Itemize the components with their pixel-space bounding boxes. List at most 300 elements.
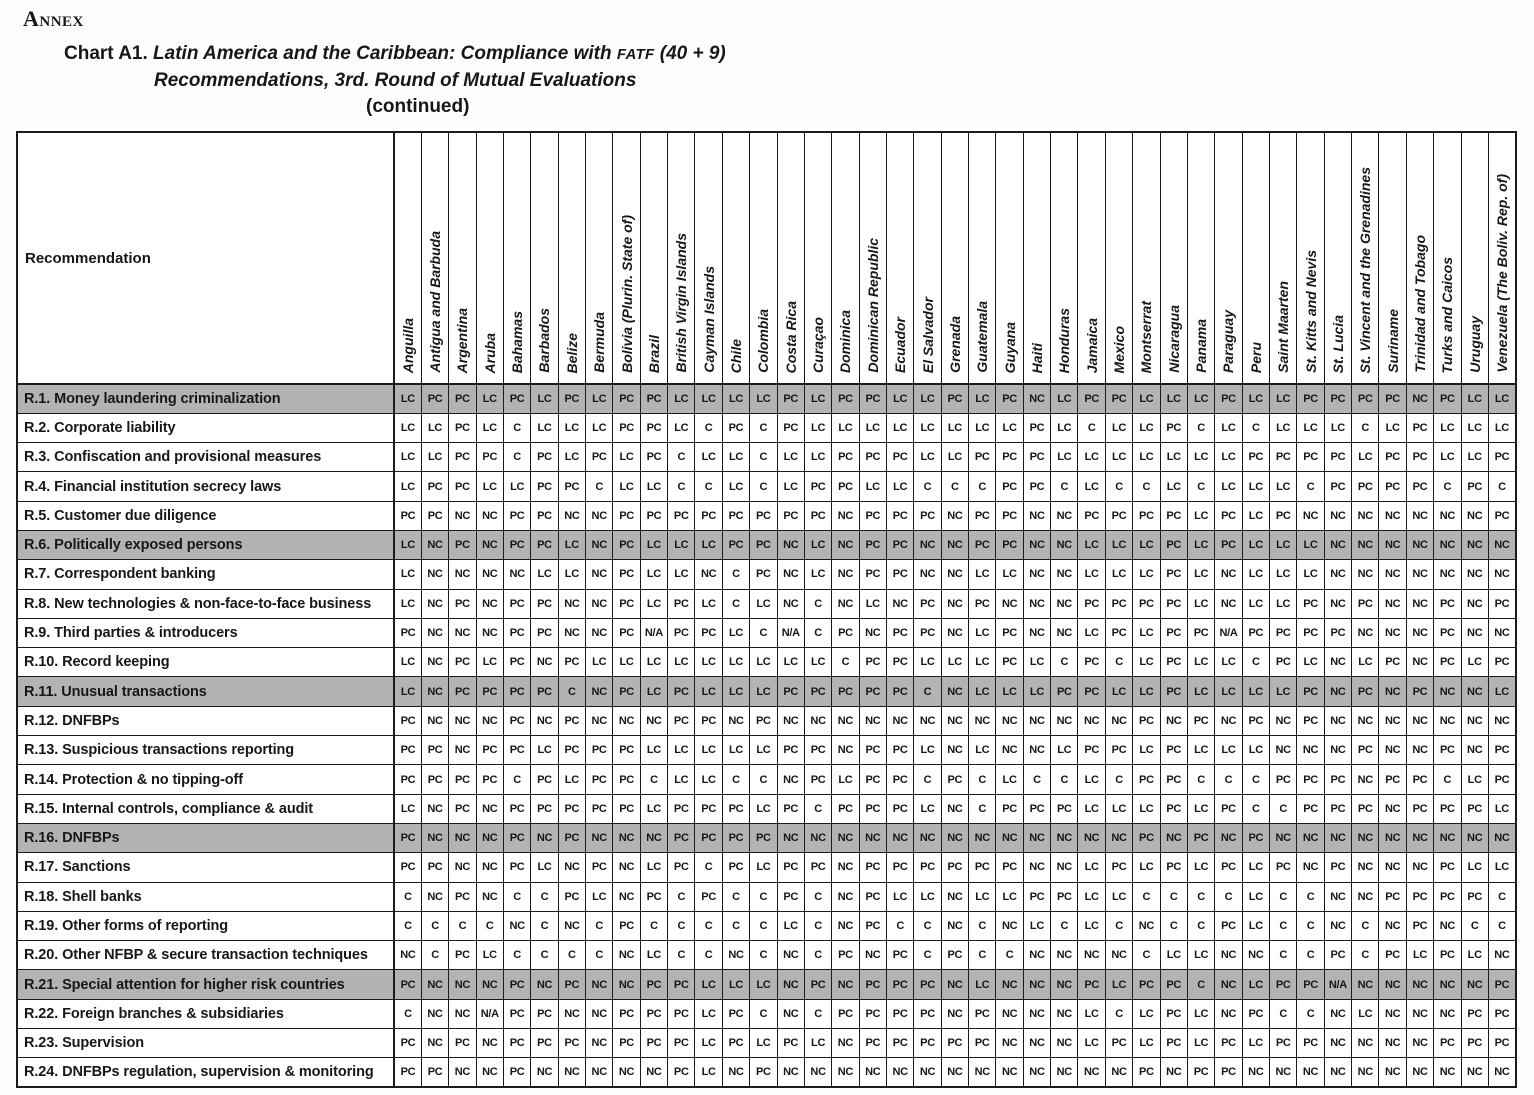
grade-cell: PC <box>1270 501 1297 530</box>
grade-cell: C <box>722 911 749 940</box>
grade-cell: PC <box>1105 1029 1132 1058</box>
grade-cell: LC <box>1133 999 1160 1028</box>
grade-cell: NC <box>1023 941 1050 970</box>
grade-cell: PC <box>1105 384 1132 413</box>
grade-cell: PC <box>777 882 804 911</box>
grade-cell: NC <box>586 1058 613 1087</box>
grade-cell: LC <box>941 413 968 442</box>
grade-cell: LC <box>1242 501 1269 530</box>
recommendation-label: R.19. Other forms of reporting <box>17 911 394 940</box>
grade-cell: PC <box>969 501 996 530</box>
grade-cell: NC <box>777 823 804 852</box>
grade-cell: PC <box>1105 501 1132 530</box>
grade-cell: C <box>503 443 530 472</box>
grade-cell: C <box>1051 472 1078 501</box>
grade-cell: LC <box>531 560 558 589</box>
grade-cell: NC <box>1461 560 1488 589</box>
grade-cell: NC <box>1078 1058 1105 1087</box>
table-row <box>17 765 1516 794</box>
grade-cell: PC <box>777 677 804 706</box>
grade-cell: LC <box>586 648 613 677</box>
grade-cell: PC <box>1324 443 1351 472</box>
grade-cell: NC <box>1434 706 1461 735</box>
grade-cell: PC <box>1379 384 1406 413</box>
grade-cell: PC <box>503 384 530 413</box>
grade-cell: PC <box>421 853 448 882</box>
grade-cell: PC <box>503 1058 530 1087</box>
grade-cell: C <box>1434 765 1461 794</box>
grade-cell: LC <box>914 882 941 911</box>
grade-cell: LC <box>1461 765 1488 794</box>
recommendation-label: R.2. Corporate liability <box>17 413 394 442</box>
grade-cell: C <box>1187 413 1214 442</box>
grade-cell: NC <box>1461 530 1488 559</box>
table-body <box>17 384 1516 1087</box>
country-header <box>1187 132 1214 384</box>
grade-cell: NC <box>613 941 640 970</box>
table-row <box>17 999 1516 1028</box>
recommendation-label: R.23. Supervision <box>17 1029 394 1058</box>
grade-cell: LC <box>914 413 941 442</box>
grade-cell: LC <box>722 970 749 999</box>
chart-title-line2: Recommendations, 3rd. Round of Mutual Evaluations <box>154 70 637 91</box>
grade-cell: PC <box>1105 589 1132 618</box>
grade-cell: C <box>804 882 831 911</box>
grade-cell: NC <box>996 970 1023 999</box>
grade-cell: C <box>695 413 722 442</box>
grade-cell: C <box>750 618 777 647</box>
grade-cell: PC <box>668 970 695 999</box>
country-name: Barbados <box>536 308 553 373</box>
grade-cell: PC <box>531 999 558 1028</box>
grade-cell: NC <box>1051 618 1078 647</box>
grade-cell: NC <box>804 823 831 852</box>
grade-cell: PC <box>1270 765 1297 794</box>
country-header <box>722 132 749 384</box>
grade-cell: NC <box>421 706 448 735</box>
grade-cell: LC <box>1270 413 1297 442</box>
grade-cell: NC <box>421 618 448 647</box>
grade-cell: LC <box>558 560 585 589</box>
grade-cell: NC <box>941 882 968 911</box>
grade-cell: NC <box>613 853 640 882</box>
grade-cell: LC <box>969 677 996 706</box>
grade-cell: PC <box>558 970 585 999</box>
grade-cell: PC <box>859 443 886 472</box>
grade-cell: LC <box>722 472 749 501</box>
grade-cell: LC <box>695 765 722 794</box>
grade-cell: NC <box>914 1058 941 1087</box>
grade-cell: NC <box>1352 530 1379 559</box>
grade-cell: PC <box>586 765 613 794</box>
grade-cell: NC <box>722 941 749 970</box>
grade-cell: LC <box>640 589 667 618</box>
country-name: El Salvador <box>919 296 936 373</box>
grade-cell: PC <box>503 677 530 706</box>
grade-cell: C <box>1297 999 1324 1028</box>
grade-cell: C <box>1105 648 1132 677</box>
grade-cell: NC <box>586 560 613 589</box>
grade-cell: N/A <box>1324 970 1351 999</box>
grade-cell: LC <box>914 648 941 677</box>
country-header <box>750 132 777 384</box>
grade-cell: LC <box>1461 648 1488 677</box>
grade-cell: PC <box>613 560 640 589</box>
recommendation-label: R.12. DNFBPs <box>17 706 394 735</box>
grade-cell: NC <box>996 736 1023 765</box>
grade-cell: NC <box>1379 970 1406 999</box>
grade-cell: NC <box>1379 1058 1406 1087</box>
grade-cell: LC <box>1187 736 1214 765</box>
grade-cell: LC <box>777 472 804 501</box>
grade-cell: NC <box>1406 970 1433 999</box>
grade-cell: NC <box>1215 706 1242 735</box>
grade-cell: LC <box>996 882 1023 911</box>
grade-cell: PC <box>394 618 421 647</box>
grade-cell: LC <box>1187 941 1214 970</box>
grade-cell: PC <box>1324 794 1351 823</box>
grade-cell: C <box>1297 941 1324 970</box>
grade-cell: C <box>1242 794 1269 823</box>
grade-cell: C <box>750 765 777 794</box>
grade-cell: NC <box>1297 1058 1324 1087</box>
grade-cell: NC <box>1324 911 1351 940</box>
grade-cell: NC <box>1023 1029 1050 1058</box>
grade-cell: PC <box>558 736 585 765</box>
grade-cell: PC <box>1488 648 1516 677</box>
grade-cell: PC <box>394 853 421 882</box>
grade-cell: PC <box>558 706 585 735</box>
country-name: Venezuela (The Boliv. Rep. of) <box>1493 174 1510 373</box>
grade-cell: NC <box>449 706 476 735</box>
grade-cell: NC <box>859 1058 886 1087</box>
grade-cell: LC <box>640 560 667 589</box>
grade-cell: NC <box>1488 823 1516 852</box>
grade-cell: LC <box>969 736 996 765</box>
grade-cell: LC <box>1160 443 1187 472</box>
grade-cell: C <box>804 794 831 823</box>
grade-cell: NC <box>914 823 941 852</box>
grade-cell: PC <box>449 472 476 501</box>
grade-cell: C <box>1488 472 1516 501</box>
grade-cell: NC <box>1023 530 1050 559</box>
table-row <box>17 970 1516 999</box>
grade-cell: PC <box>1105 618 1132 647</box>
table-row <box>17 560 1516 589</box>
grade-cell: PC <box>394 1058 421 1087</box>
grade-cell: LC <box>695 589 722 618</box>
grade-cell: PC <box>1270 618 1297 647</box>
grade-cell: PC <box>640 1029 667 1058</box>
grade-cell: LC <box>1187 530 1214 559</box>
grade-cell: PC <box>750 823 777 852</box>
grade-cell: PC <box>1051 794 1078 823</box>
country-header <box>1406 132 1433 384</box>
grade-cell: PC <box>449 413 476 442</box>
grade-cell: C <box>1488 882 1516 911</box>
grade-cell: PC <box>941 1029 968 1058</box>
grade-cell: C <box>503 413 530 442</box>
grade-cell: LC <box>1297 560 1324 589</box>
grade-cell: PC <box>613 765 640 794</box>
grade-cell: PC <box>531 530 558 559</box>
country-header <box>1352 132 1379 384</box>
grade-cell: LC <box>394 413 421 442</box>
grade-cell: LC <box>722 736 749 765</box>
grade-cell: C <box>558 941 585 970</box>
grade-cell: LC <box>832 413 859 442</box>
grade-cell: PC <box>449 765 476 794</box>
grade-cell: PC <box>722 794 749 823</box>
grade-cell: LC <box>531 853 558 882</box>
grade-cell: NC <box>531 1058 558 1087</box>
grade-cell: LC <box>1133 413 1160 442</box>
grade-cell: PC <box>1051 677 1078 706</box>
grade-cell: PC <box>1160 677 1187 706</box>
grade-cell: PC <box>859 677 886 706</box>
grade-cell: PC <box>1488 589 1516 618</box>
grade-cell: PC <box>722 501 749 530</box>
table-row <box>17 648 1516 677</box>
grade-cell: LC <box>1133 443 1160 472</box>
grade-cell: NC <box>1379 911 1406 940</box>
country-name: Brazil <box>645 334 662 373</box>
grade-cell: C <box>1352 941 1379 970</box>
grade-cell: NC <box>996 823 1023 852</box>
grade-cell: NC <box>586 589 613 618</box>
grade-cell: NC <box>1434 677 1461 706</box>
grade-cell: LC <box>640 794 667 823</box>
grade-cell: LC <box>476 648 503 677</box>
grade-cell: NC <box>914 530 941 559</box>
grade-cell: PC <box>996 618 1023 647</box>
grade-cell: NC <box>1324 706 1351 735</box>
grade-cell: PC <box>476 736 503 765</box>
grade-cell: NC <box>1434 911 1461 940</box>
grade-cell: NC <box>1379 999 1406 1028</box>
grade-cell: NC <box>1023 589 1050 618</box>
grade-cell: PC <box>640 882 667 911</box>
grade-cell: LC <box>558 413 585 442</box>
grade-cell: C <box>1187 882 1214 911</box>
grade-cell: LC <box>1051 413 1078 442</box>
grade-cell: C <box>586 941 613 970</box>
grade-cell: PC <box>750 706 777 735</box>
grade-cell: NC <box>1352 706 1379 735</box>
grade-cell: LC <box>886 413 913 442</box>
grade-cell: NC <box>421 648 448 677</box>
grade-cell: LC <box>1352 999 1379 1028</box>
table-row <box>17 472 1516 501</box>
grade-cell: NC <box>586 501 613 530</box>
grade-cell: PC <box>449 648 476 677</box>
grade-cell: NC <box>886 823 913 852</box>
grade-cell: NC <box>1297 736 1324 765</box>
grade-cell: PC <box>586 853 613 882</box>
grade-cell: LC <box>1187 501 1214 530</box>
grade-cell: NC <box>476 882 503 911</box>
grade-cell: C <box>750 443 777 472</box>
grade-cell: NC <box>1297 501 1324 530</box>
table-row <box>17 501 1516 530</box>
recommendation-label: R.6. Politically exposed persons <box>17 530 394 559</box>
grade-cell: PC <box>969 530 996 559</box>
compliance-table <box>16 131 1517 1088</box>
grade-cell: NC <box>969 706 996 735</box>
grade-cell: LC <box>969 560 996 589</box>
grade-cell: PC <box>1461 882 1488 911</box>
grade-cell: NC <box>941 589 968 618</box>
grade-cell: NC <box>804 706 831 735</box>
grade-cell: LC <box>394 560 421 589</box>
grade-cell: PC <box>1187 618 1214 647</box>
chart-title-prefix: Chart A1. <box>64 43 148 64</box>
grade-cell: PC <box>1352 472 1379 501</box>
grade-cell: C <box>695 472 722 501</box>
grade-cell: PC <box>886 501 913 530</box>
grade-cell: PC <box>668 618 695 647</box>
grade-cell: LC <box>1242 589 1269 618</box>
grade-cell: NC <box>832 501 859 530</box>
grade-cell: NC <box>1242 941 1269 970</box>
grade-cell: NC <box>1352 501 1379 530</box>
grade-cell: LC <box>886 882 913 911</box>
grade-cell: NC <box>1023 853 1050 882</box>
country-name: Cayman Islands <box>700 266 717 373</box>
grade-cell: C <box>1187 911 1214 940</box>
grade-cell: NC <box>1352 882 1379 911</box>
grade-cell: PC <box>586 736 613 765</box>
grade-cell: N/A <box>777 618 804 647</box>
grade-cell: LC <box>695 677 722 706</box>
grade-cell: PC <box>1160 501 1187 530</box>
grade-cell: NC <box>1406 736 1433 765</box>
grade-cell: NC <box>421 1029 448 1058</box>
grade-cell: LC <box>1406 941 1433 970</box>
country-name: Suriname <box>1384 309 1401 373</box>
grade-cell: PC <box>531 501 558 530</box>
grade-cell: PC <box>1461 472 1488 501</box>
grade-cell: PC <box>531 677 558 706</box>
grade-cell: NC <box>449 560 476 589</box>
grade-cell: LC <box>1078 472 1105 501</box>
grade-cell: NC <box>1242 1058 1269 1087</box>
grade-cell: LC <box>1078 911 1105 940</box>
grade-cell: LC <box>1461 941 1488 970</box>
grade-cell: C <box>750 941 777 970</box>
grade-cell: PC <box>695 823 722 852</box>
grade-cell: C <box>558 677 585 706</box>
grade-cell: PC <box>394 706 421 735</box>
grade-cell: PC <box>613 911 640 940</box>
grade-cell: PC <box>859 501 886 530</box>
grade-cell: C <box>804 618 831 647</box>
grade-cell: LC <box>1187 999 1214 1028</box>
grade-cell: LC <box>1051 384 1078 413</box>
chart-title-line1 <box>64 43 726 65</box>
country-header <box>1324 132 1351 384</box>
grade-cell: C <box>1270 794 1297 823</box>
grade-cell: LC <box>969 882 996 911</box>
grade-cell: NC <box>1461 970 1488 999</box>
grade-cell: LC <box>1051 443 1078 472</box>
grade-cell: C <box>1242 648 1269 677</box>
grade-cell: PC <box>1434 853 1461 882</box>
country-header <box>613 132 640 384</box>
table-row <box>17 443 1516 472</box>
grade-cell: C <box>750 413 777 442</box>
grade-cell: PC <box>503 999 530 1028</box>
country-name: British Virgin Islands <box>673 233 690 373</box>
grade-cell: C <box>668 911 695 940</box>
grade-cell: PC <box>586 443 613 472</box>
grade-cell: NC <box>941 618 968 647</box>
grade-cell: NC <box>777 560 804 589</box>
recommendation-label: R.10. Record keeping <box>17 648 394 677</box>
grade-cell: PC <box>613 677 640 706</box>
country-header <box>558 132 585 384</box>
country-header <box>832 132 859 384</box>
grade-cell: LC <box>668 560 695 589</box>
country-header <box>1023 132 1050 384</box>
grade-cell: PC <box>558 384 585 413</box>
grade-cell: LC <box>1105 443 1132 472</box>
country-header <box>421 132 448 384</box>
grade-cell: C <box>1352 911 1379 940</box>
grade-cell: PC <box>1160 413 1187 442</box>
grade-cell: C <box>1023 765 1050 794</box>
grade-cell: PC <box>1434 1029 1461 1058</box>
grade-cell: NC <box>1379 530 1406 559</box>
grade-cell: NC <box>1215 970 1242 999</box>
grade-cell: LC <box>750 384 777 413</box>
grade-cell: LC <box>695 384 722 413</box>
grade-cell: NC <box>1379 736 1406 765</box>
grade-cell: PC <box>969 589 996 618</box>
grade-cell: NC <box>449 501 476 530</box>
grade-cell: NC <box>531 970 558 999</box>
grade-cell: LC <box>941 443 968 472</box>
grade-cell: PC <box>695 706 722 735</box>
grade-cell: NC <box>1406 648 1433 677</box>
grade-cell: PC <box>1297 384 1324 413</box>
grade-cell: PC <box>668 1029 695 1058</box>
grade-cell: NC <box>941 530 968 559</box>
grade-cell: NC <box>859 823 886 852</box>
grade-cell: LC <box>613 443 640 472</box>
grade-cell: C <box>996 941 1023 970</box>
grade-cell: NC <box>1434 970 1461 999</box>
grade-cell: LC <box>1461 443 1488 472</box>
grade-cell: PC <box>503 530 530 559</box>
grade-cell: C <box>1105 911 1132 940</box>
grade-cell: C <box>1051 648 1078 677</box>
grade-cell: PC <box>695 794 722 823</box>
grade-cell: PC <box>449 882 476 911</box>
grade-cell: C <box>1297 472 1324 501</box>
grade-cell: PC <box>1160 794 1187 823</box>
grade-cell: LC <box>1078 882 1105 911</box>
grade-cell: PC <box>1215 384 1242 413</box>
grade-cell: NC <box>421 823 448 852</box>
grade-cell: PC <box>449 1029 476 1058</box>
grade-cell: PC <box>750 530 777 559</box>
grade-cell: PC <box>1434 618 1461 647</box>
grade-cell: LC <box>586 882 613 911</box>
grade-cell: NC <box>531 706 558 735</box>
grade-cell: PC <box>449 443 476 472</box>
grade-cell: NC <box>832 560 859 589</box>
